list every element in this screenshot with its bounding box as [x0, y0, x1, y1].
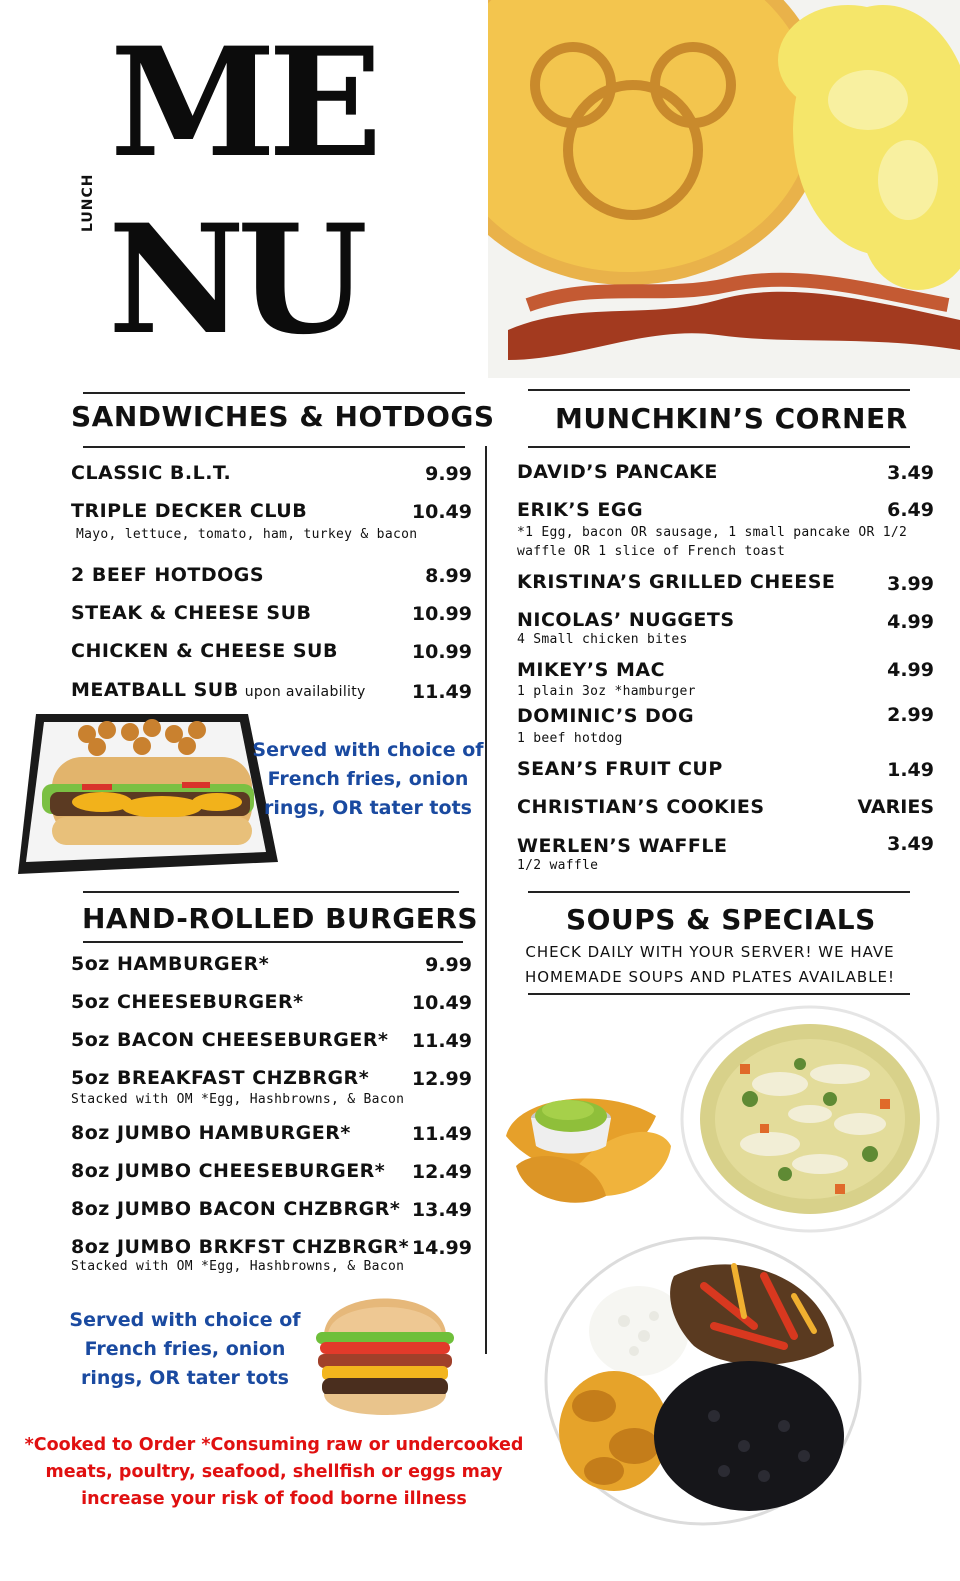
specials-top-rule — [528, 891, 910, 893]
warning-line: *Cooked to Order *Consuming raw or undercooked — [24, 1435, 524, 1455]
sandwiches-bottom-rule — [83, 446, 465, 448]
menu-item-price: 4.99 — [887, 659, 934, 681]
burgers-title: HAND-ROLLED BURGERS — [82, 902, 479, 935]
menu-item-name: 5oz CHEESEBURGER* — [71, 991, 304, 1013]
sandwiches-title: SANDWICHES & HOTDOGS — [71, 400, 495, 433]
sandwiches-top-rule — [83, 392, 465, 394]
menu-item-price: 11.49 — [411, 1123, 472, 1145]
menu-item-description: waffle OR 1 slice of French toast — [517, 544, 786, 559]
warning-line: increase your risk of food borne illness — [81, 1489, 467, 1509]
menu-item-name: TRIPLE DECKER CLUB — [71, 500, 308, 522]
menu-item-name-row — [71, 679, 366, 701]
menu-item-description: Mayo, lettuce, tomato, ham, turkey & bacon — [76, 527, 418, 542]
munchkins-title: MUNCHKIN’S CORNER — [555, 402, 908, 435]
menu-item-name: 5oz BREAKFAST CHZBRGR* — [71, 1067, 370, 1089]
menu-item-name: DOMINIC’S DOG — [517, 705, 695, 727]
specials-title: SOUPS & SPECIALS — [566, 903, 876, 936]
specials-note-line: CHECK DAILY WITH YOUR SERVER! WE HAVE — [525, 943, 895, 961]
menu-item-name: 5oz BACON CHEESEBURGER* — [71, 1029, 389, 1051]
burgers-top-rule — [83, 891, 459, 893]
menu-title-line1: ME — [110, 15, 375, 191]
menu-item-name: 8oz JUMBO HAMBURGER* — [71, 1122, 351, 1144]
menu-item-name: 8oz JUMBO CHEESEBURGER* — [71, 1160, 386, 1182]
menu-item-price: 13.49 — [411, 1199, 472, 1221]
burgers-bottom-rule — [83, 941, 463, 943]
menu-item-description: 4 Small chicken bites — [517, 632, 688, 647]
burger-photo — [314, 1276, 456, 1426]
menu-item-name: CHRISTIAN’S COOKIES — [517, 796, 765, 818]
menu-item-name: WERLEN’S WAFFLE — [517, 835, 728, 857]
menu-item-price: 8.99 — [425, 565, 472, 587]
menu-item-name: STEAK & CHEESE SUB — [71, 602, 312, 624]
menu-item-price: 10.99 — [411, 641, 472, 663]
menu-item-name: 2 BEEF HOTDOGS — [71, 564, 265, 586]
specials-bottom-rule — [528, 993, 910, 995]
sub-sandwich-photo — [12, 712, 278, 874]
steak-plate-photo — [544, 1236, 862, 1526]
menu-item-price: 10.49 — [411, 992, 472, 1014]
column-divider — [485, 446, 487, 1354]
lunch-label: LUNCH — [80, 173, 96, 232]
menu-item-name: KRISTINA’S GRILLED CHEESE — [517, 571, 836, 593]
munchkins-top-rule — [528, 389, 910, 391]
menu-item-name: DAVID’S PANCAKE — [517, 461, 718, 483]
menu-item-name: CHICKEN & CHEESE SUB — [71, 640, 338, 662]
menu-item-price: VARIES — [857, 796, 934, 818]
menu-item-name: MIKEY’S MAC — [517, 659, 666, 681]
warning-line: meats, poultry, seafood, shellfish or eggs may — [45, 1462, 503, 1482]
menu-item-name: 5oz HAMBURGER* — [71, 953, 270, 975]
menu-item-description: 1/2 waffle — [517, 858, 599, 873]
menu-item-name: 8oz JUMBO BACON CHZBRGR* — [71, 1198, 401, 1220]
menu-item-price: 12.99 — [411, 1068, 472, 1090]
menu-item-price: 10.99 — [411, 603, 472, 625]
menu-item-description: Stacked with OM *Egg, Hashbrowns, & Bacon — [71, 1092, 405, 1107]
pancake-photo — [488, 0, 960, 378]
menu-item-name: ERIK’S EGG — [517, 499, 644, 521]
soup-bowl-photo — [680, 1004, 940, 1234]
specials-note-line: HOMEMADE SOUPS AND PLATES AVAILABLE! — [524, 968, 896, 986]
menu-item-price: 3.49 — [887, 833, 934, 855]
menu-item-name: SEAN’S FRUIT CUP — [517, 758, 723, 780]
menu-item-price: 2.99 — [887, 704, 934, 726]
menu-item-price: 14.99 — [411, 1237, 472, 1259]
menu-item-price: 9.99 — [425, 954, 472, 976]
menu-item-price: 12.49 — [411, 1161, 472, 1183]
menu-item-name: MEATBALL SUB — [71, 679, 239, 701]
menu-item-price: 1.49 — [887, 759, 934, 781]
menu-item-name: CLASSIC B.L.T. — [71, 462, 232, 484]
menu-item-description: 1 plain 3oz *hamburger — [517, 684, 696, 699]
menu-title-line2: NU — [108, 192, 360, 368]
burger-sides-note: Served with choice of French fries, onion rings, OR tater tots — [69, 1309, 301, 1389]
menu-item-price: 11.49 — [411, 1030, 472, 1052]
menu-item-name: NICOLAS’ NUGGETS — [517, 609, 735, 631]
menu-item-price: 3.49 — [887, 462, 934, 484]
food-safety-warning — [14, 1432, 534, 1513]
munchkins-bottom-rule — [528, 446, 910, 448]
menu-item-description: *1 Egg, bacon OR sausage, 1 small pancake OR 1/2 — [517, 525, 908, 540]
menu-item-description: Stacked with OM *Egg, Hashbrowns, & Bacon — [71, 1259, 405, 1274]
menu-item-note: upon availability — [244, 684, 366, 700]
menu-item-price: 6.49 — [887, 499, 934, 521]
menu-item-price: 11.49 — [411, 681, 472, 703]
menu-item-price: 9.99 — [425, 463, 472, 485]
specials-note — [500, 940, 920, 990]
menu-item-price: 3.99 — [887, 573, 934, 595]
menu-item-price: 4.99 — [887, 611, 934, 633]
menu-item-description: 1 beef hotdog — [517, 731, 623, 746]
sandwich-sides-note: Served with choice of French fries, onion rings, OR tater tots — [252, 739, 484, 819]
menu-item-price: 10.49 — [411, 501, 472, 523]
menu-item-name: 8oz JUMBO BRKFST CHZBRGR* — [71, 1236, 410, 1258]
empanadas-photo — [496, 1076, 676, 1216]
